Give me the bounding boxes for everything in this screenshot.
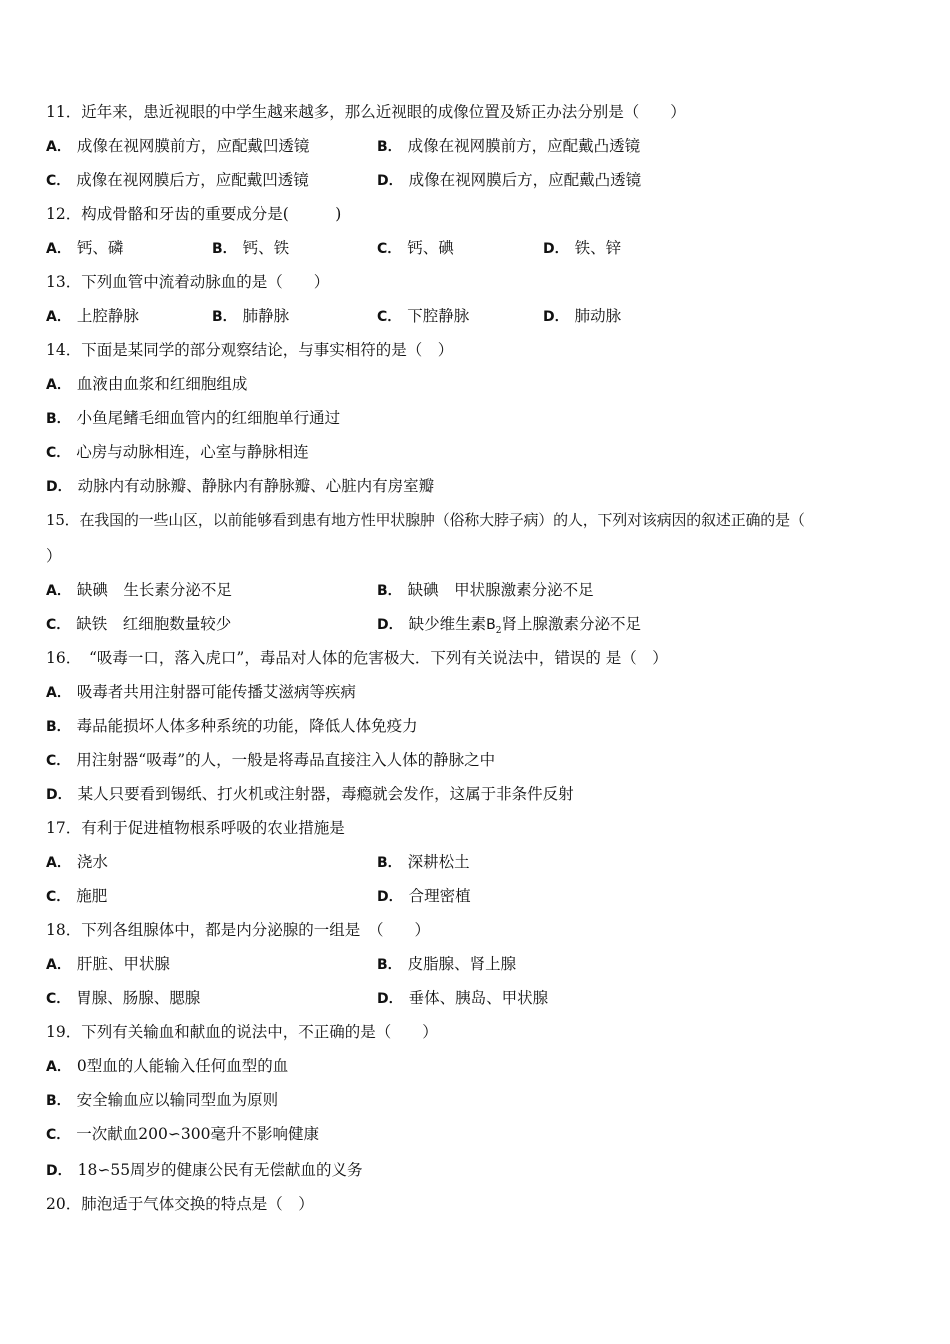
option-label: B． [377,855,402,871]
option-text: 小鱼尾鳍毛细血管内的红细胞单行通过 [76,409,341,427]
option-label: C． [377,241,402,257]
q19-option-d [46,1160,363,1181]
option-text: 用注射器“吸毒”的人，一般是将毒品直接注入人体的静脉之中 [76,751,496,769]
q13-option-a [46,306,139,327]
option-text: 成像在视网膜后方，应配戴凸透镜 [408,171,642,189]
option-text: 一次献血200∽300毫升不影响健康 [76,1125,319,1143]
option-text: 上腔静脉 [76,307,139,325]
q16-option-d [46,784,574,805]
option-text: 下腔静脉 [407,307,470,325]
q17-option-b [377,852,470,873]
option-label: D． [46,1163,72,1179]
option-label: A． [46,377,71,393]
q15-stem: 15．在我国的一些山区，以前能够看到患有地方性甲状腺肿（俗称大脖子病）的人，下列对该病因的叙述正确的是（ [46,511,805,529]
q11-option-a [46,136,309,157]
option-label: B． [46,411,71,427]
q14-option-a [46,374,247,395]
option-label: D． [377,991,403,1007]
option-label: A． [46,241,71,257]
q14-option-c [46,442,309,463]
q13-option-c [377,306,469,327]
option-text: 合理密植 [408,887,471,905]
option-label: C． [377,309,402,325]
q20-stem: 20．肺泡适于气体交换的特点是（ ） [46,1195,314,1213]
option-label: A． [46,1059,71,1075]
option-label: B． [212,241,237,257]
q16-option-b [46,716,418,737]
option-text: 缺碘 生长素分泌不足 [76,581,232,599]
option-label: D． [46,479,72,495]
option-label: C． [46,617,71,633]
q18-option-c [46,988,200,1009]
q19-stem: 19．下列有关输血和献血的说法中，不正确的是（ ） [46,1023,438,1041]
option-text: 安全输血应以输同型血为原则 [76,1091,279,1109]
option-text: 0型血的人能输入任何血型的血 [76,1057,289,1075]
q12-option-a [46,238,123,259]
option-label: C． [46,991,71,1007]
option-label: B． [377,139,402,155]
q17-option-d [377,886,471,907]
option-text: 浇水 [76,853,108,871]
option-text: 钙、铁 [242,239,290,257]
q11-stem: 11．近年来，患近视眼的中学生越来越多，那么近视眼的成像位置及矫正办法分别是（ ） [46,103,686,121]
option-label: D． [377,889,403,905]
q18-option-a [46,954,170,975]
q19-option-b [46,1090,278,1111]
option-text: 皮脂腺、肾上腺 [407,955,517,973]
option-text: 深耕松土 [407,853,470,871]
q13-option-d [543,306,621,327]
option-text: 肝脏、甲状腺 [76,955,170,973]
option-label: B． [377,957,402,973]
option-text: 成像在视网膜后方，应配戴凹透镜 [76,171,309,189]
option-label: A． [46,583,71,599]
q12-stem: 12．构成骨骼和牙齿的重要成分是( ) [46,205,342,223]
option-text: 毒品能损坏人体多种系统的功能，降低人体免疫力 [76,717,418,735]
option-label: B． [212,309,237,325]
option-label: A． [46,957,71,973]
q19-option-a [46,1056,288,1077]
vitamin-subscript: 2 [495,626,502,637]
option-text: 心房与动脉相连，心室与静脉相连 [76,443,309,461]
q16-stem: 16． “吸毒一口，落入虎口”，毒品对人体的危害极大．下列有关说法中，错误的 是（ ） [46,649,668,667]
option-text: 垂体、胰岛、甲状腺 [408,989,549,1007]
option-text: 动脉内有动脉瓣、静脉内有静脉瓣、心脏内有房室瓣 [77,477,435,495]
option-text-after: 肾上腺激素分泌不足 [501,615,641,633]
q18-option-d [377,988,548,1009]
option-text: 成像在视网膜前方，应配戴凸透镜 [407,137,641,155]
option-text: 血液由血浆和红细胞组成 [76,375,248,393]
option-text: 某人只要看到锡纸、打火机或注射器，毒瘾就会发作，这属于非条件反射 [77,785,574,803]
q12-option-b [212,238,289,259]
q12-option-d [543,238,621,259]
q16-option-a [46,682,356,703]
q13-stem: 13．下列血管中流着动脉血的是（ ） [46,273,330,291]
option-text: 成像在视网膜前方，应配戴凹透镜 [76,137,310,155]
option-label: C． [46,445,71,461]
option-label: C． [46,173,71,189]
q15-option-b [377,580,594,601]
option-text: 缺铁 红细胞数量较少 [76,615,232,633]
q17-option-a [46,852,108,873]
option-label: B． [46,1093,71,1109]
q14-option-d [46,476,434,497]
option-label: A． [46,139,71,155]
option-label: A． [46,685,71,701]
q12-option-c [377,238,454,259]
option-text: 吸毒者共用注射器可能传播艾滋病等疾病 [76,683,356,701]
option-label: B． [46,719,71,735]
option-label: C． [46,753,71,769]
option-text: 肺动脉 [574,307,622,325]
option-text: 钙、碘 [407,239,454,257]
vitamin-letter: B [486,617,496,633]
option-text: 胃腺、肠腺、腮腺 [76,989,201,1007]
q18-option-b [377,954,516,975]
q11-option-b [377,136,640,157]
q16-option-c [46,750,495,771]
q17-stem: 17．有利于促进植物根系呼吸的农业措施是 [46,819,345,837]
q15-option-d [377,614,641,641]
q15-stem-end: ） [46,547,62,565]
q18-stem: 18．下列各组腺体中，都是内分泌腺的一组是 （ ） [46,921,430,939]
option-label: C． [46,889,71,905]
q13-option-b [212,306,289,327]
q14-stem: 14．下面是某同学的部分观察结论，与事实相符的是（ ） [46,341,454,359]
q15-option-c [46,614,231,635]
q15-option-a [46,580,232,601]
option-label: D． [543,309,569,325]
option-text: 铁、锌 [574,239,622,257]
option-label: D． [377,173,403,189]
option-label: D． [46,787,72,803]
q11-option-d [377,170,641,191]
q11-option-c [46,170,309,191]
q17-option-c [46,886,107,907]
option-label: B． [377,583,402,599]
option-text: 缺少维生素 [408,615,487,633]
option-label: A． [46,309,71,325]
q14-option-b [46,408,340,429]
q19-option-c [46,1124,319,1145]
option-label: D． [377,617,403,633]
option-text: 施肥 [76,887,108,905]
option-label: C． [46,1127,71,1143]
option-text: 肺静脉 [242,307,290,325]
option-label: A． [46,855,71,871]
option-text: 缺碘 甲状腺激素分泌不足 [407,581,594,599]
option-text: 18∽55周岁的健康公民有无偿献血的义务 [77,1161,363,1179]
option-text: 钙、磷 [76,239,124,257]
option-label: D． [543,241,569,257]
